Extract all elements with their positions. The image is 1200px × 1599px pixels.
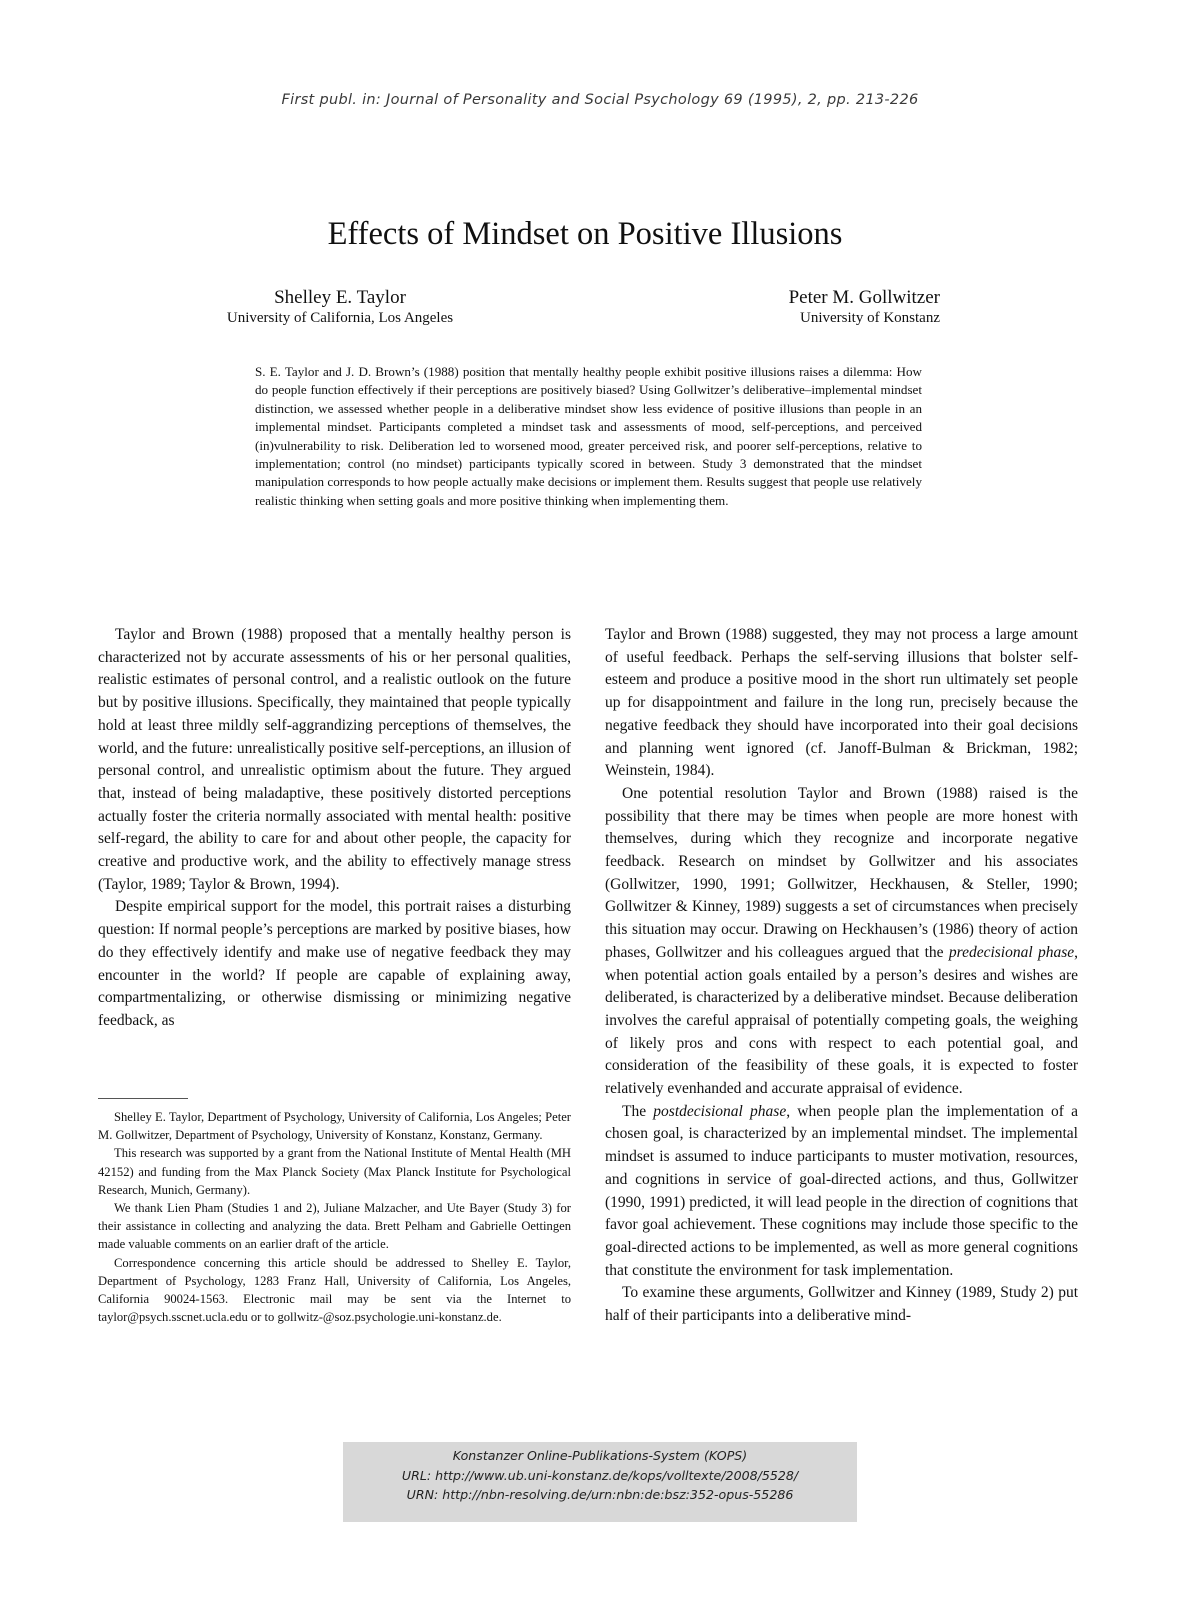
kops-title: Konstanzer Online-Publikations-System (KOPS) [452,1448,748,1463]
italic-term: predecisional phase [948,943,1075,961]
body-text: , when people plan the implementation of a chosen goal, is characterized by an implemental mindset. The implemental mindset is assumed to induce participants to muster motivation, resources, and cognitions in service of goal-directed actions, and thus, Gollwitzer (1990, 1991) predicted, it will lead people in the direction of cognitions that favor goal achievement. These cognitions may include those specific to the goal-directed actions to be implemented, as well as more general cognitions that constitute the environment for task implementation. [605,1102,1078,1279]
author-name: Peter M. Gollwitzer [788,287,940,308]
author-note [98,1108,571,1326]
abstract: S. E. Taylor and J. D. Brown’s (1988) position that mentally healthy people exhibit positive illusions raises a dilemma: How do people function effectively if their perceptions are positively biased? Using Gollwitzer’s deliberative–implemental mindset distinction, we assessed whether people in a deliberative mindset show less evidence of positive illusions than people in an implemental mindset. Participants completed a mindset task and assessments of mood, self-perceptions, and perceived (in)vulnerability to risk. Deliberation led to worsened mood, greater perceived risk, and poorer self-perceptions, relative to implementation; control (no mindset) participants typically scored in between. Study 3 demonstrated that the mindset manipulation corresponds to how people actually make decisions or implement them. Results suggest that people use relatively realistic thinking when setting goals and more positive thinking when implementing them. [255,364,922,508]
footnote-divider [98,1098,188,1099]
body-paragraph [605,1101,1078,1283]
body-paragraph: Taylor and Brown (1988) suggested, they may not process a large amount of useful feedback. Perhaps the self-serving illusions that bolster self-esteem and produce a positive mood in the short run ultimately set people up for disappointment and failure in the long run, precisely because the negative feedback they should have incorporated into their goal decisions and planning went ignored (cf. Janoff-Bulman & Brickman, 1982; Weinstein, 1984). [605,626,1078,780]
body-column-left [98,624,571,1033]
author-block-2 [740,287,940,327]
body-paragraph: To examine these arguments, Gollwitzer and Kinney (1989, Study 2) put half of their participants into a deliberative mind- [605,1284,1078,1325]
body-column-right [605,624,1078,1328]
body-text: One potential resolution Taylor and Brown (1988) raised is the possibility that there may be times when people are more honest with themselves, during which they recognize and incorporate negative feedback. Research on mindset by Gollwitzer and his associates (Gollwitzer, 1990, 1991; Gollwitzer, Heckhausen, & Steller, 1990; Gollwitzer & Kinney, 1989) suggests a set of circumstances when precisely this situation may occur. Drawing on Heckhausen’s (1986) theory of action phases, Gollwitzer and his colleagues argued that the [605,784,1078,961]
author-affiliation: University of Konstanz [800,310,940,326]
author-name: Shelley E. Taylor [274,287,406,308]
kops-repository-box [343,1442,857,1522]
paper-title: Effects of Mindset on Positive Illusions [327,216,843,252]
body-text: The [622,1102,654,1120]
footnote-paragraph: This research was supported by a grant from the National Institute of Mental Health (MH 42152) and funding from the Max Planck Society (Max Planck Institute for Psychological Research, Munich, Germany). [98,1146,571,1197]
body-paragraph: Despite empirical support for the model, this portrait raises a disturbing question: If normal people’s perceptions are marked by positive biases, how do they effectively identify and make use of negative feedback they may encounter in the world? If people are capable of explaining away, compartmentalizing, or otherwise dismissing or minimizing negative feedback, as [98,898,571,1029]
author-affiliation: University of California, Los Angeles [226,310,454,326]
footnote-paragraph: We thank Lien Pham (Studies 1 and 2), Juliane Malzacher, and Ute Bayer (Study 3) for their assistance in collecting and analyzing the data. Brett Pelham and Gabrielle Oettingen made valuable comments on an earlier draft of the article. [98,1201,571,1252]
body-paragraph: Taylor and Brown (1988) proposed that a mentally healthy person is characterized not by accurate assessments of his or her personal qualities, realistic estimates of personal control, and a realistic outlook on the future but by positive illusions. Specifically, they maintained that people typically hold at least three mildly self-aggrandizing perceptions of themselves, the world, and the future: unrealistically positive self-perceptions, an illusion of personal control, and unrealistic optimism about the future. They argued that, instead of being maladaptive, these positively distorted perceptions actually foster the criteria normally associated with mental health: positive self-regard, the ability to care for and about other people, the capacity for creative and productive work, and the ability to effectively manage stress (Taylor, 1989; Taylor & Brown, 1994). [98,626,571,893]
kops-url: URL: http://www.ub.uni-konstanz.de/kops/volltexte/2008/5528/ [401,1467,799,1483]
kops-urn: URN: http://nbn-resolving.de/urn:nbn:de:bsz:352-opus-55286 [406,1487,794,1502]
footnote-paragraph: Shelley E. Taylor, Department of Psychology, University of California, Los Angeles; Peter M. Gollwitzer, Department of Psychology, University of Konstanz, Konstanz, Germany. [98,1110,571,1143]
body-paragraph [605,783,1078,1101]
italic-term: postdecisional phase [653,1102,787,1120]
author-block-1 [190,287,490,327]
first-publication-note: First publ. in: Journal of Personality and Social Psychology 69 (1995), 2, pp. 213-226 [281,92,919,108]
body-text: , when potential action goals entailed by a person’s desires and wishes are deliberated, is characterized by a deliberative mindset. Because deliberation involves the careful appraisal of potentially competing goals, the weighing of likely pros and cons with respect to each potential goal, and consideration of the feasibility of these goals, it is expected to foster relatively evenhanded and accurate appraisal of evidence. [605,943,1078,1098]
footnote-paragraph: Correspondence concerning this article should be addressed to Shelley E. Taylor, Department of Psychology, 1283 Franz Hall, University of California, Los Angeles, California 90024-1563. Electronic mail may be sent via the Internet to taylor@psych.sscnet.ucla.edu or to gollwitz-@soz.psychologie.uni-konstanz.de. [98,1255,571,1325]
